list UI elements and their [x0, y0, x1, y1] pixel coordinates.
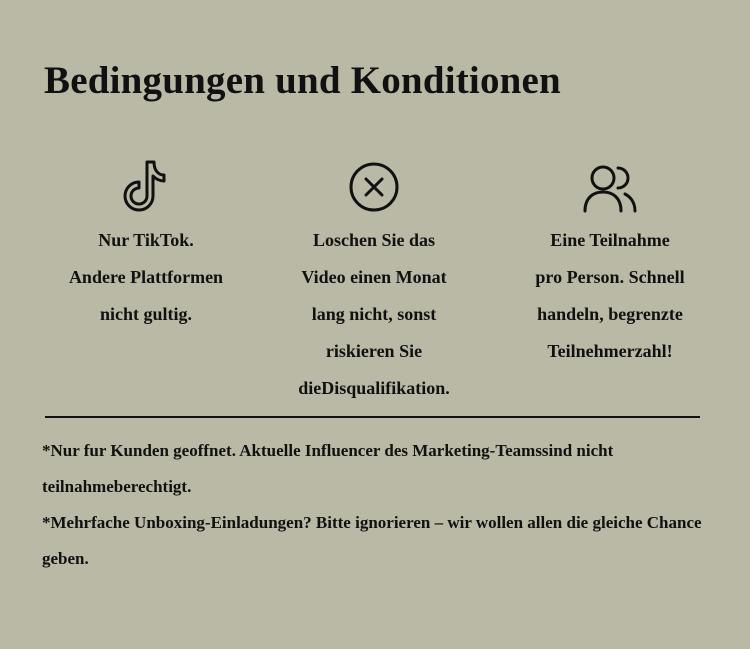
- divider: [45, 416, 700, 418]
- rule-text: Loschen Sie das Video einen Monat lang nicht, sonst riskieren Sie dieDisqualifikation.: [298, 230, 450, 398]
- rule-text: Nur TikTok. Andere Plattformen nicht gultig.: [68, 230, 224, 324]
- rule-one-entry: [510, 158, 710, 370]
- circle-x-icon: [345, 158, 403, 216]
- rule-keep-video: [274, 158, 474, 407]
- footnote: *Nur fur Kunden geoffnet. Aktuelle Influencer des Marketing-Teamssind nicht teilnahmeberechtigt.: [42, 441, 614, 496]
- rule-tiktok-only: [46, 158, 246, 333]
- users-icon: [581, 158, 639, 216]
- footnote: *Mehrfache Unboxing-Einladungen? Bitte ignorieren – wir wollen allen die gleiche Chance geben.: [42, 513, 702, 568]
- rule-text: Eine Teilnahme pro Person. Schnell handeln, begrenzte Teilnehmerzahl!: [535, 230, 685, 361]
- tiktok-icon: [117, 158, 175, 216]
- footnotes: [42, 433, 712, 577]
- page-title: Bedingungen und Konditionen: [44, 59, 561, 102]
